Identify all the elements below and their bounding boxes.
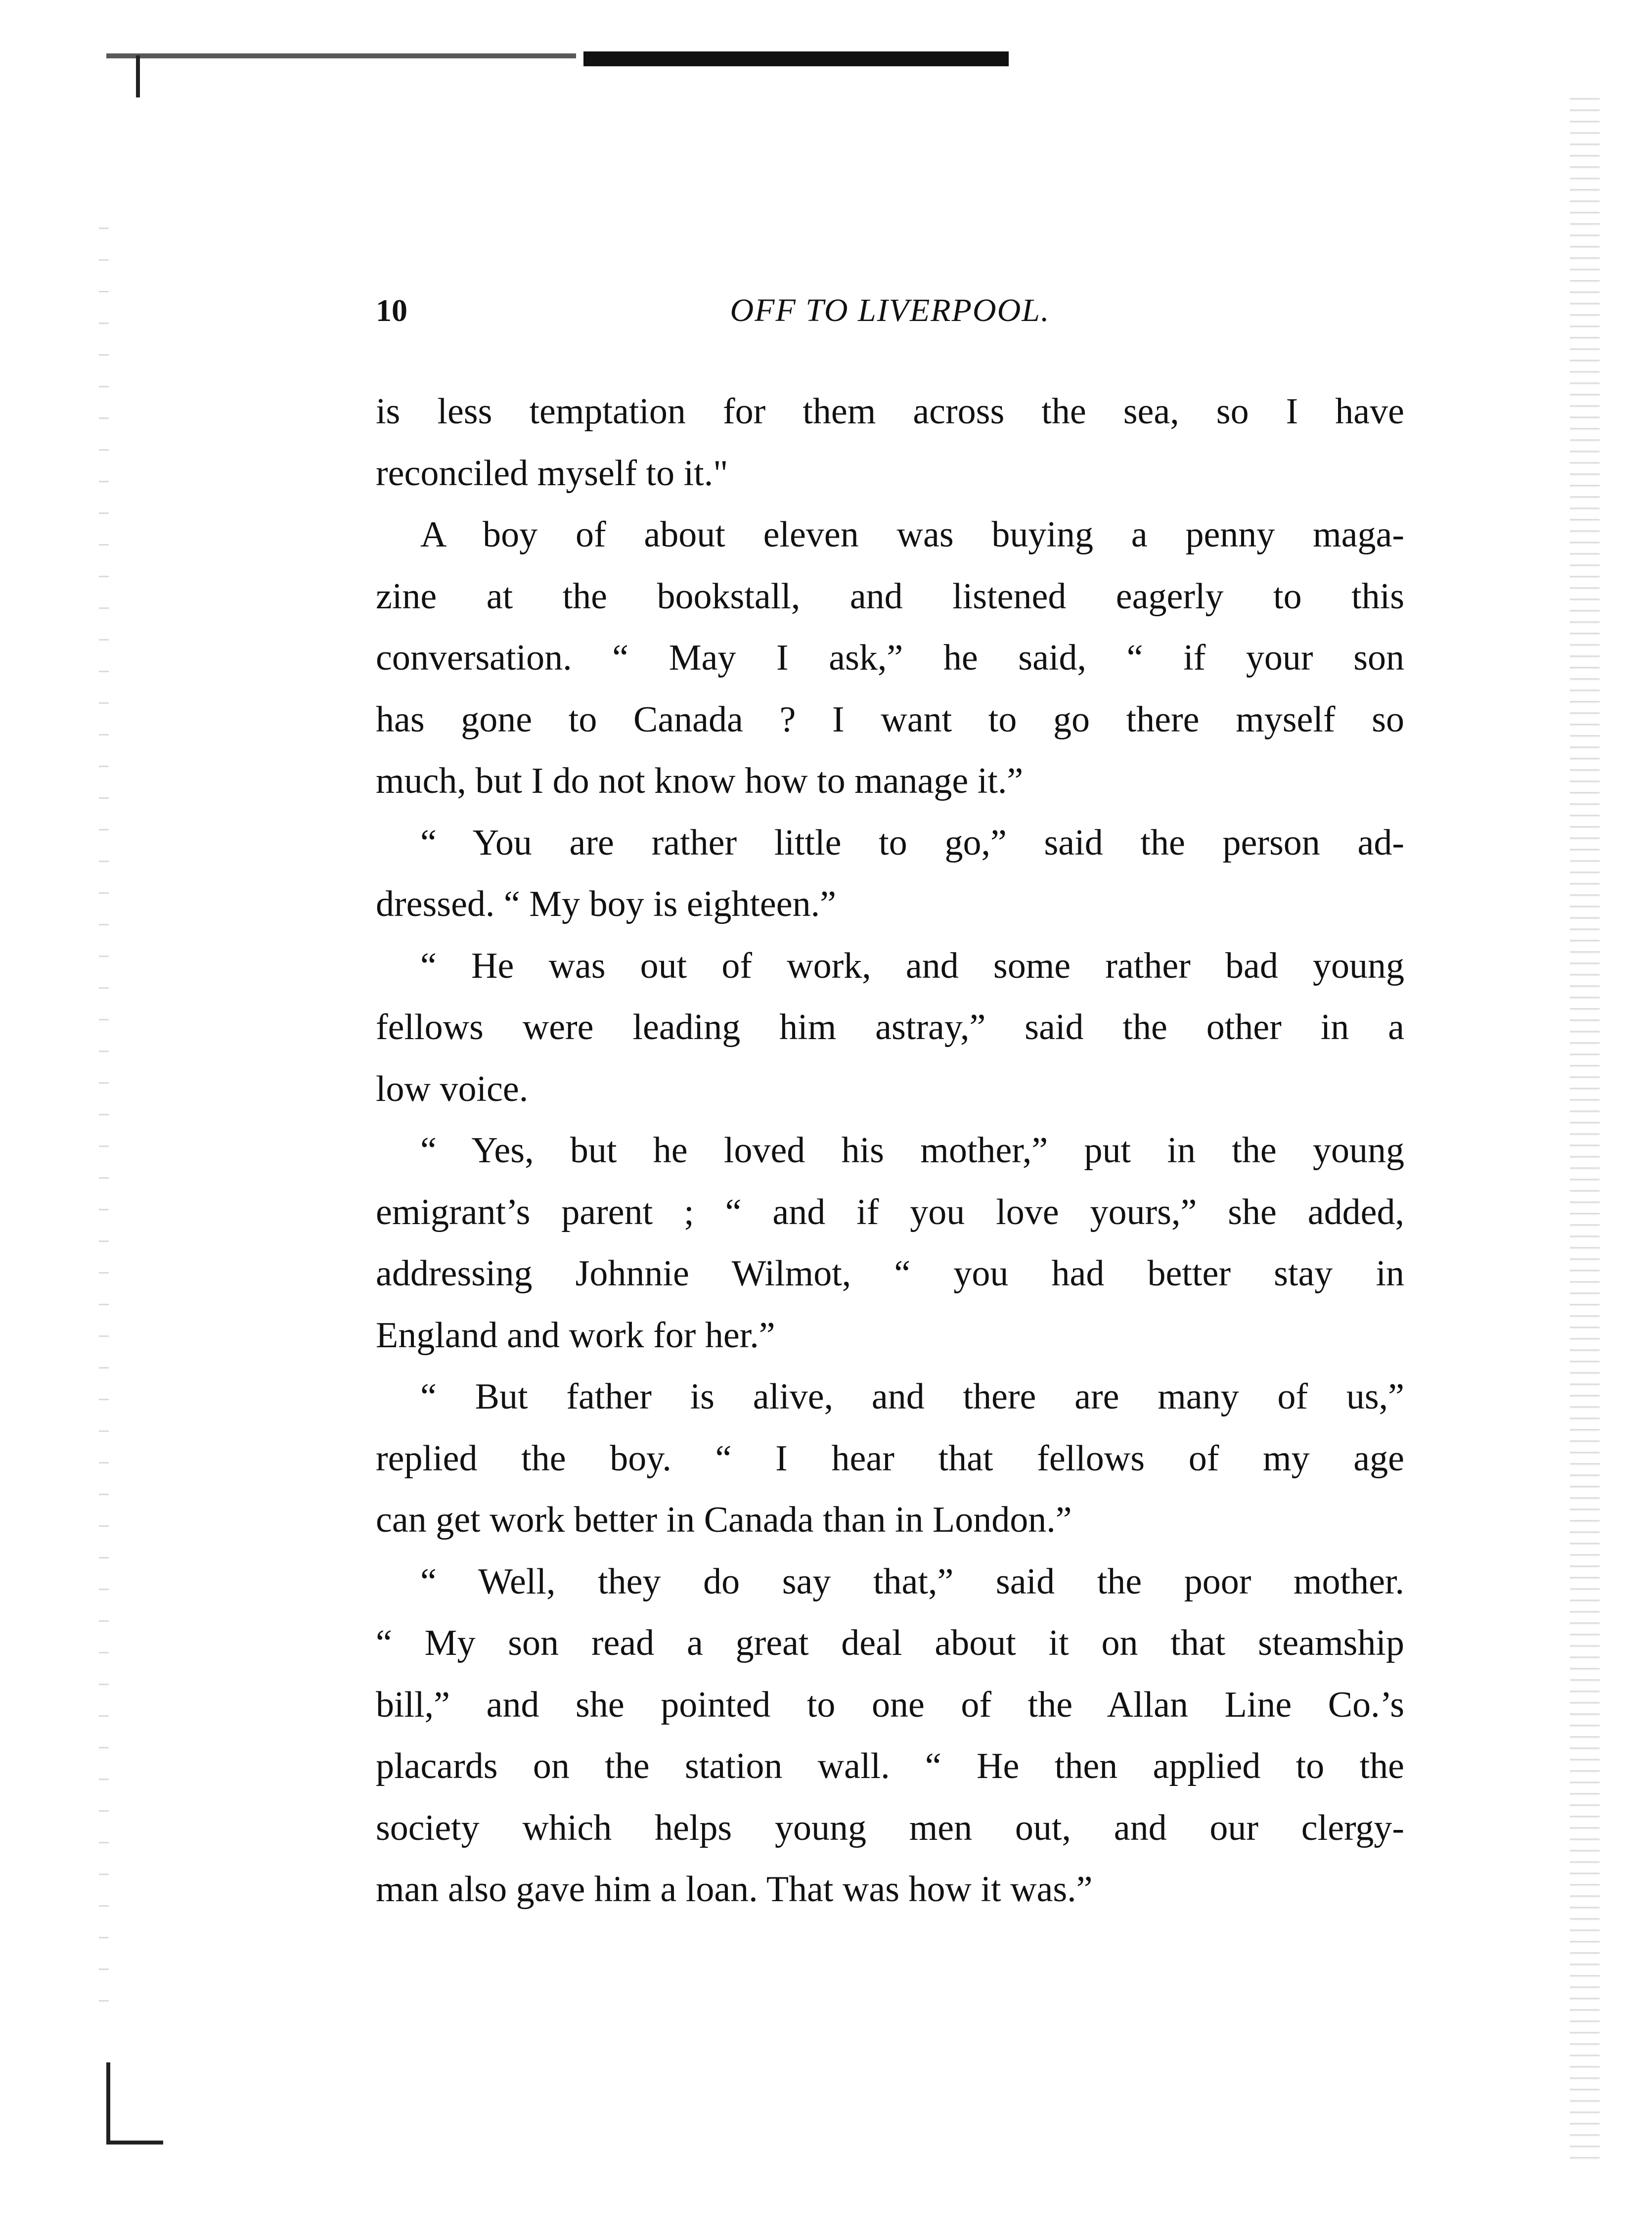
text-line: emigrant’s parent ; “ and if you love yours,” she added, [376,1191,1404,1233]
text-line: society which helps young men out, and our clergy- [376,1807,1404,1848]
scan-edge-speckle-right [1570,89,1600,2166]
text-line: dressed. “ My boy is eighteen.” [376,884,836,924]
top-corner-mark [136,55,140,97]
running-title: OFF TO LIVERPOOL. [730,292,1050,328]
text-line: can get work better in Canada than in London.” [376,1500,1072,1540]
text-line: “ He was out of work, and some rather bad young [420,945,1404,986]
text-line: conversation. “ May I ask,” he said, “ if your son [376,638,1404,678]
text-line: “ My son read a great deal about it on that steamship [376,1623,1404,1663]
text-line: bill,” and she pointed to one of the Allan Line Co.’s [376,1684,1404,1725]
text-line: low voice. [376,1068,529,1109]
page-number: 10 [376,293,407,328]
text-line: England and work for her.” [376,1315,775,1356]
body-text [376,381,1404,1920]
top-rule-left [106,53,576,58]
text-line: addressing Johnnie Wilmot, “ you had better stay in [376,1253,1404,1294]
running-header [376,291,1404,330]
bottom-corner-mark-vertical [106,2062,110,2144]
text-line: is less temptation for them across the sea, so I have [376,391,1404,432]
top-rule-right [583,51,1009,66]
text-line: placards on the station wall. “ He then applied to the [376,1746,1404,1786]
text-line: reconciled myself to it." [376,453,728,494]
text-line: “ You are rather little to go,” said the person ad- [420,822,1404,863]
bottom-corner-mark-horizontal [106,2141,163,2145]
text-line: man also gave him a loan. That was how it was.” [376,1869,1093,1910]
text-line: “ Yes, but he loved his mother,” put in the young [420,1130,1404,1171]
text-line: replied the boy. “ I hear that fellows of my age [376,1438,1404,1479]
text-line: A boy of about eleven was buying a penny maga- [420,514,1404,555]
text-line: “ But father is alive, and there are many of us,” [420,1376,1404,1417]
text-line: fellows were leading him astray,” said the other in a [376,1007,1404,1048]
text-line: has gone to Canada ? I want to go there myself so [376,699,1404,740]
text-line: much, but I do not know how to manage it.” [376,761,1024,801]
text-line: “ Well, they do say that,” said the poor mother. [420,1561,1404,1602]
text-line: zine at the bookstall, and listened eagerly to this [376,576,1404,617]
scan-edge-speckle-left [99,198,109,2028]
